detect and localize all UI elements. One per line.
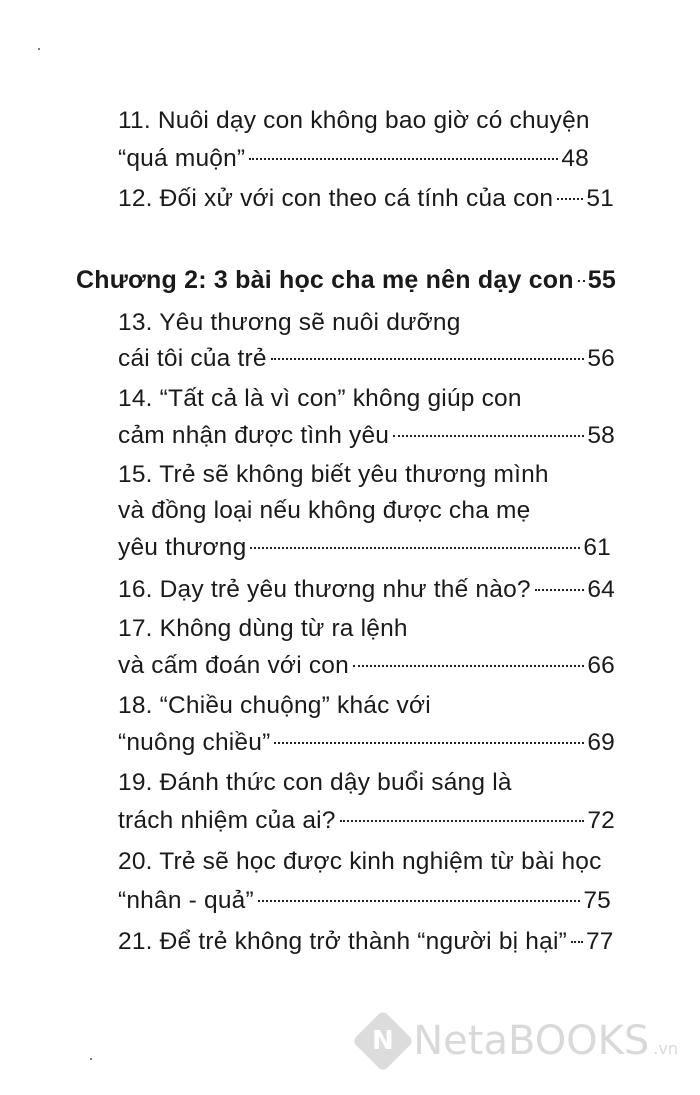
toc-entry-11-line1: 11. Nuôi dạy con không bao giờ có chuyện <box>118 107 590 134</box>
toc-entry-20-leader <box>118 886 611 916</box>
dot-leader <box>393 435 584 437</box>
toc-entry-16-title: 16. Dạy trẻ yêu thương như thế nào? <box>118 576 531 603</box>
toc-entry-17-page: 66 <box>587 652 615 679</box>
toc-entry-16-leader <box>118 575 615 605</box>
toc-entry-18-line2: “nuông chiều” <box>118 729 271 756</box>
dot-leader <box>578 280 585 282</box>
toc-entry-12-title: 12. Đối xử với con theo cá tính của con <box>118 185 554 212</box>
scan-speck <box>38 48 40 50</box>
toc-entry-13-page: 56 <box>587 345 615 372</box>
chapter-2-title: Chương 2: 3 bài học cha mẹ nên dạy con <box>76 266 574 294</box>
toc-entry-14-line2: cảm nhận được tình yêu <box>118 422 390 449</box>
dot-leader <box>340 820 585 822</box>
toc-entry-21-leader <box>118 927 614 957</box>
dot-leader <box>271 358 585 360</box>
dot-leader <box>571 941 583 943</box>
watermark-suffix: .vn <box>653 1039 678 1058</box>
toc-entry-16-page: 64 <box>587 576 615 603</box>
toc-entry-18-page: 69 <box>587 729 615 756</box>
watermark-brand: NetaBOOKS <box>413 1018 650 1064</box>
toc-entry-15-line3: yêu thương <box>118 534 247 561</box>
toc-entry-15-line1: 15. Trẻ sẽ không biết yêu thương mình <box>118 461 549 488</box>
toc-entry-12-page: 51 <box>586 185 614 212</box>
toc-entry-19-page: 72 <box>587 807 615 834</box>
dot-leader <box>353 665 584 667</box>
toc-entry-21-page: 77 <box>585 928 614 955</box>
toc-entry-15-leader <box>118 533 611 563</box>
toc-chapter-2 <box>76 265 616 295</box>
chapter-2-page: 55 <box>587 266 616 294</box>
toc-entry-13-line2: cái tôi của trẻ <box>118 345 267 372</box>
toc-entry-15-page: 61 <box>583 534 611 561</box>
dot-leader <box>249 158 558 160</box>
dot-leader <box>258 900 580 902</box>
toc-entry-18-line1: 18. “Chiều chuộng” khác với <box>118 692 431 719</box>
watermark <box>361 1018 678 1064</box>
dot-leader <box>250 547 580 549</box>
dot-leader <box>557 198 583 200</box>
toc-entry-11-page: 48 <box>561 145 589 172</box>
toc-entry-19-leader <box>118 806 615 836</box>
toc-entry-17-leader <box>118 651 615 681</box>
toc-entry-20-line2: “nhân - quả” <box>118 887 254 914</box>
toc-entry-19-line1: 19. Đánh thức con dậy buổi sáng là <box>118 769 512 796</box>
toc-entry-14-line1: 14. “Tất cả là vì con” không giúp con <box>118 385 522 412</box>
toc-entry-13-leader <box>118 344 615 374</box>
netabooks-logo-icon: N <box>352 1010 414 1072</box>
toc-entry-11-line2: “quá muộn” <box>118 145 246 172</box>
toc-entry-20-line1: 20. Trẻ sẽ học được kinh nghiệm từ bài học <box>118 848 602 875</box>
toc-entry-17-line1: 17. Không dùng từ ra lệnh <box>118 615 408 642</box>
toc-entry-12-leader <box>118 184 614 214</box>
toc-entry-15-line2: và đồng loại nếu không được cha mẹ <box>118 497 531 524</box>
toc-entry-13-line1: 13. Yêu thương sẽ nuôi dưỡng <box>118 309 461 336</box>
toc-entry-18-leader <box>118 728 615 758</box>
toc-entry-20-page: 75 <box>583 887 611 914</box>
toc-entry-19-line2: trách nhiệm của ai? <box>118 807 336 834</box>
dot-leader <box>535 589 585 591</box>
toc-entry-21-title: 21. Để trẻ không trở thành “người bị hại” <box>118 928 567 955</box>
toc-entry-14-page: 58 <box>587 422 615 449</box>
dot-leader <box>274 742 584 744</box>
toc-entry-11-leader <box>118 144 589 174</box>
toc-entry-14-leader <box>118 421 615 451</box>
scan-speck <box>90 1058 92 1060</box>
toc-entry-17-line2: và cấm đoán với con <box>118 652 349 679</box>
